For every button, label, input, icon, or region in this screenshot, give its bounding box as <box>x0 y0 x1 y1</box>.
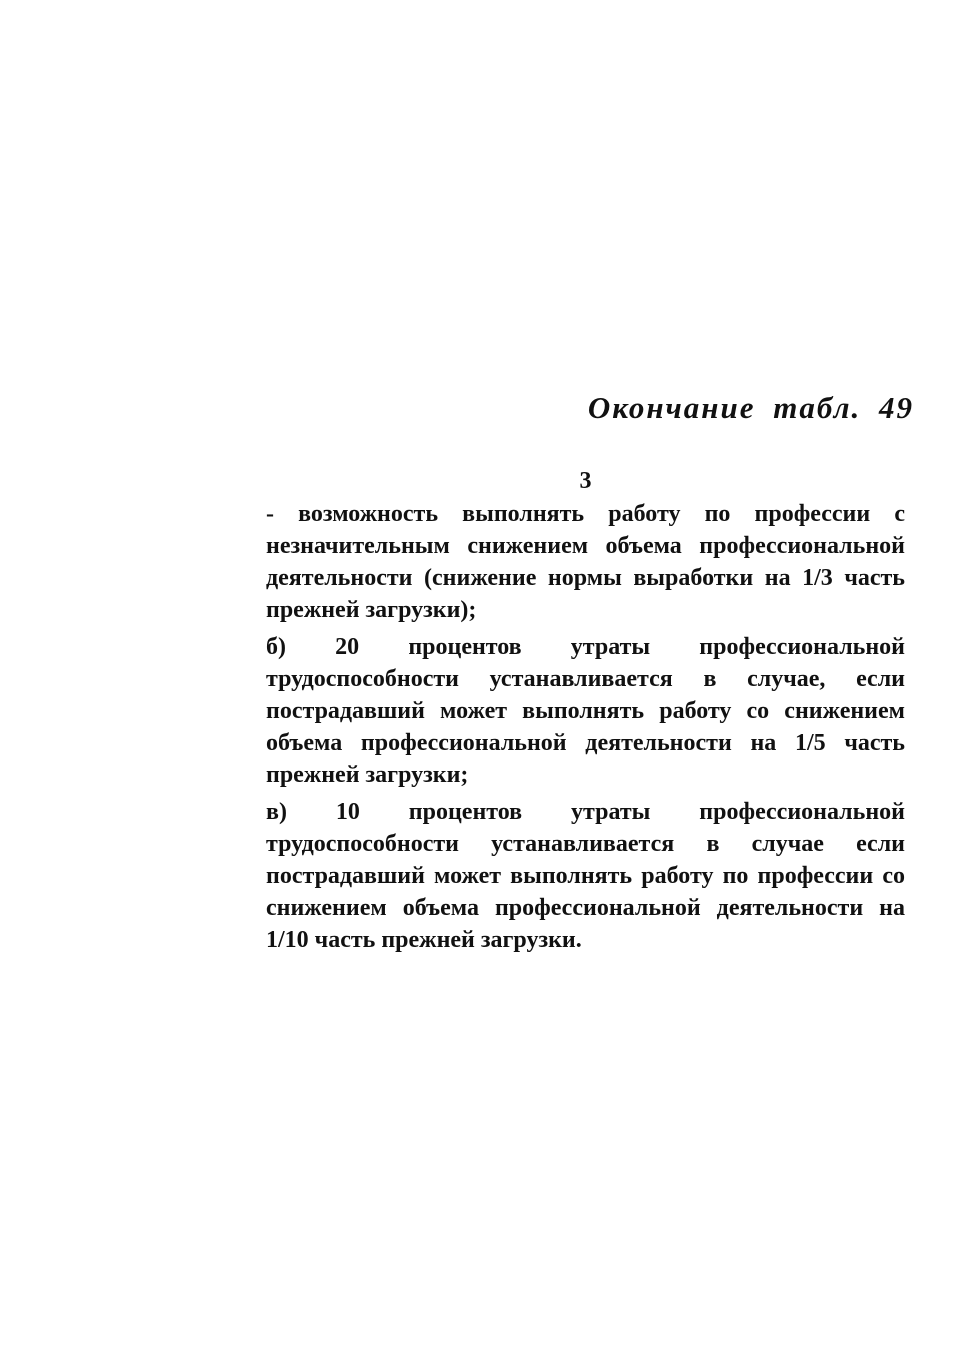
paragraph-intro: - возможность выполнять работу по профессии с незначительным снижением объема профессиональной деятельности (снижение нормы выработки на 1/3 часть прежней загрузки); <box>266 501 905 623</box>
column-number: 3 <box>579 468 592 494</box>
paragraph-v: в) 10 процентов утраты профессиональной трудоспособности устанавливается в случае если пострадавший может выполнять работу по профессии со снижением объема профессиональной деятельности на 1/10 часть прежней загрузки. <box>266 799 905 953</box>
table-caption: Окончание табл. 49 <box>587 390 914 425</box>
paragraph-b: б) 20 процентов утраты профессиональной трудоспособности устанавливается в случае, если пострадавший может выполнять работу со снижением объема профессиональной деятельности на 1/5 часть прежней загрузки; <box>266 634 905 788</box>
table-column-3 <box>266 466 905 961</box>
